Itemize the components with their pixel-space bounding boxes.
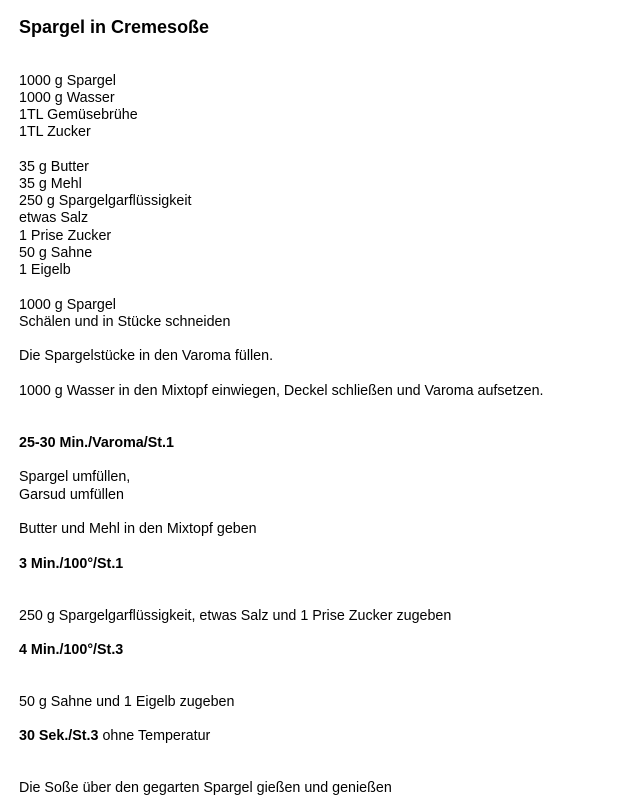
setting-note: ohne Temperatur xyxy=(98,728,211,744)
recipe-title: Spargel in Cremesoße xyxy=(19,17,210,37)
ingredient-line: etwas Salz xyxy=(19,210,89,226)
step-text: 1000 g Spargel xyxy=(19,297,116,313)
step-text: Die Soße über den gegarten Spargel gießen und genießen xyxy=(19,780,392,796)
ingredient-line: 1 Eigelb xyxy=(19,262,71,278)
cooking-setting: 3 Min./100°/St.1 xyxy=(19,556,124,572)
step-text: Schälen und in Stücke schneiden xyxy=(19,314,231,330)
step-text: 250 g Spargelgarflüssigkeit, etwas Salz und 1 Prise Zucker zugeben xyxy=(19,608,452,624)
cooking-setting: 25-30 Min./Varoma/St.1 xyxy=(19,435,174,451)
ingredient-line: 1TL Gemüsebrühe xyxy=(19,107,138,123)
step-text: Spargel umfüllen, xyxy=(19,469,131,485)
cooking-setting-line xyxy=(19,728,210,745)
ingredient-line: 1000 g Spargel xyxy=(19,73,116,89)
ingredient-line: 35 g Mehl xyxy=(19,176,82,192)
cooking-setting: 30 Sek./St.3 xyxy=(19,728,99,744)
step-text: Butter und Mehl in den Mixtopf geben xyxy=(19,521,257,537)
step-text: Die Spargelstücke in den Varoma füllen. xyxy=(19,348,274,364)
cooking-setting: 4 Min./100°/St.3 xyxy=(19,642,124,658)
ingredient-line: 1TL Zucker xyxy=(19,124,91,140)
step-text: 1000 g Wasser in den Mixtopf einwiegen, Deckel schließen und Varoma aufsetzen. xyxy=(19,383,544,399)
step-text: 50 g Sahne und 1 Eigelb zugeben xyxy=(19,694,235,710)
ingredient-line: 50 g Sahne xyxy=(19,245,93,261)
ingredient-line: 1000 g Wasser xyxy=(19,90,115,106)
ingredient-line: 1 Prise Zucker xyxy=(19,228,112,244)
ingredient-line: 250 g Spargelgarflüssigkeit xyxy=(19,193,192,209)
step-text: Garsud umfüllen xyxy=(19,487,124,503)
ingredient-line: 35 g Butter xyxy=(19,159,89,175)
